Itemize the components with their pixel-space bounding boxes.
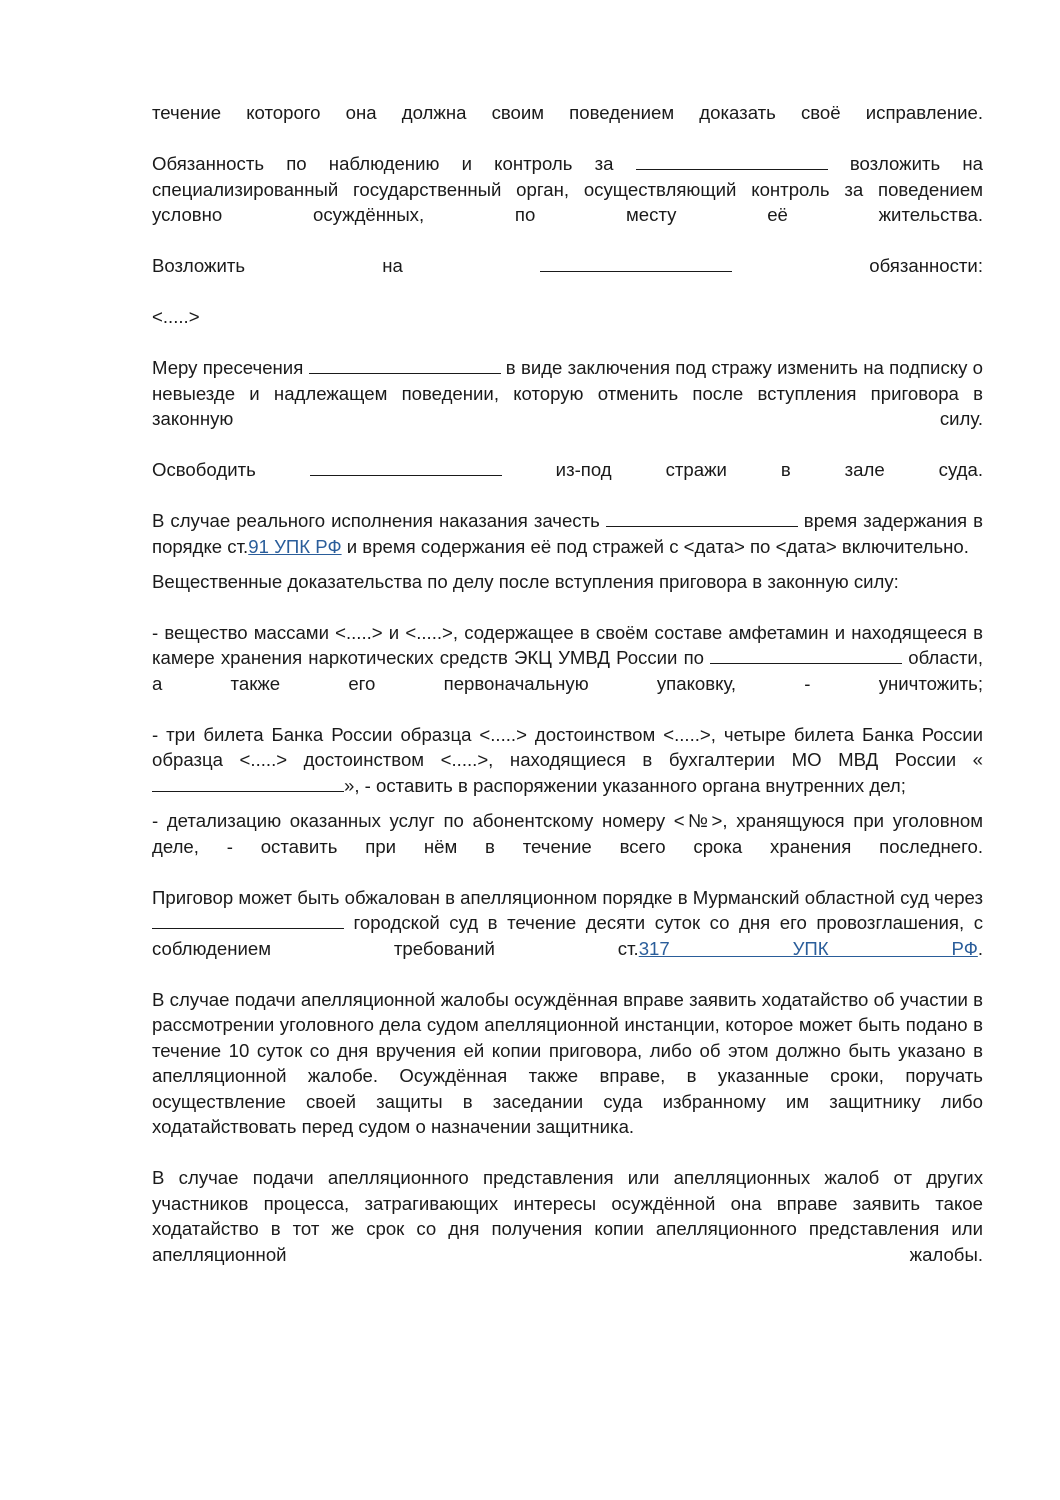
spacer bbox=[152, 605, 983, 615]
spacer bbox=[152, 126, 983, 152]
paragraph-text: время задержания в порядке ст. bbox=[152, 510, 983, 557]
paragraph-evidence-substance bbox=[152, 620, 983, 697]
paragraph-probation bbox=[152, 100, 983, 126]
paragraph-text: », - оставить в распоряжении указанного органа внутренних дел; bbox=[344, 774, 906, 796]
paragraph-appeal-participation bbox=[152, 987, 983, 1140]
paragraph-text: Возложить на bbox=[152, 255, 541, 276]
paragraph-text: из-под стражи в зале суда. bbox=[501, 459, 983, 480]
spacer bbox=[152, 330, 983, 356]
paragraph-text: в виде заключения под стражу изменить на подписку о невыезде и надлежащем поведении, которую отменить после вступления приговора в законную силу. bbox=[152, 357, 983, 429]
spacer bbox=[152, 432, 983, 458]
paragraph-evidence-banknotes bbox=[152, 722, 983, 799]
paragraph-text: области, а также его первоначальную упаковку, - уничтожить; bbox=[152, 647, 983, 694]
spacer bbox=[152, 696, 983, 722]
blank-field-name bbox=[310, 459, 502, 476]
blank-field-region bbox=[710, 647, 902, 664]
paragraph-text: - детализацию оказанных услуг по абонентскому номеру <№>, хранящуюся при уголовном деле, - оставить при нём в течение всего срока хранения последнего. bbox=[152, 810, 983, 857]
spacer bbox=[152, 483, 983, 509]
spacer bbox=[152, 228, 983, 254]
blank-field-name bbox=[606, 510, 798, 527]
paragraph-duties bbox=[152, 253, 983, 279]
paragraph-placeholder bbox=[152, 304, 983, 330]
paragraph-appeal bbox=[152, 885, 983, 962]
blank-field-court bbox=[152, 912, 344, 929]
paragraph-text: В случае реального исполнения наказания зачесть bbox=[152, 510, 606, 531]
paragraph-text: и время содержания её под стражей с <дата> по <дата> включительно. bbox=[341, 535, 969, 557]
paragraph-text: - три билета Банка России образца <.....> достоинством <.....>, четыре билета Банка России образца <.....> достоинством <.....>, находящиеся в бухгалтерии МО МВД России « bbox=[152, 723, 983, 770]
paragraph-credit-time bbox=[152, 508, 983, 559]
blank-field-name bbox=[636, 153, 828, 170]
spacer bbox=[152, 279, 983, 305]
spacer bbox=[152, 798, 983, 808]
paragraph-text: Вещественные доказательства по делу после вступления приговора в законную силу: bbox=[152, 571, 899, 592]
paragraph-text: течение которого она должна своим поведением доказать своё исправление. bbox=[152, 102, 983, 123]
link-article-91[interactable]: 91 УПК РФ bbox=[248, 535, 342, 557]
paragraph-text: . bbox=[977, 937, 983, 959]
paragraph-evidence-call-details bbox=[152, 808, 983, 859]
link-article-317[interactable]: 317 УПК РФ bbox=[638, 937, 978, 959]
paragraph-text: Освободить bbox=[152, 459, 310, 480]
paragraph-evidence-heading bbox=[152, 569, 983, 595]
paragraph-release bbox=[152, 457, 983, 483]
paragraph-other-appeals bbox=[152, 1165, 983, 1267]
paragraph-supervision bbox=[152, 151, 983, 228]
paragraph-text: городской суд в течение десяти суток со дня его провозглашения, с соблюдением требований ст. bbox=[152, 912, 983, 959]
paragraph-text: <.....> bbox=[152, 306, 200, 327]
blank-field-name bbox=[309, 357, 501, 374]
spacer bbox=[152, 961, 983, 987]
paragraph-text: Обязанность по наблюдению и контроль за bbox=[152, 153, 636, 174]
paragraph-text: возложить на специализированный государственный орган, осуществляющий контроль за поведением условно осуждённых, по месту её жительства. bbox=[152, 153, 983, 225]
spacer bbox=[152, 595, 983, 605]
spacer bbox=[152, 859, 983, 885]
spacer bbox=[152, 559, 983, 569]
blank-field-name bbox=[540, 255, 732, 272]
paragraph-text: - вещество массами <.....> и <.....>, содержащее в своём составе амфетамин и находящееся в камере хранения наркотических средств ЭКЦ УМВД России по bbox=[152, 621, 983, 668]
paragraph-preventive-measure bbox=[152, 355, 983, 432]
spacer bbox=[152, 1140, 983, 1166]
paragraph-text: Приговор может быть обжалован в апелляционном порядке в Мурманский областной суд через bbox=[152, 886, 983, 908]
blank-field-department bbox=[152, 775, 344, 792]
paragraph-text: В случае подачи апелляционной жалобы осуждённая вправе заявить ходатайство об участии в рассмотрении уголовного дела судом апелляционной инстанции, которое может быть подано в течение 10 суток со дня вручения ей копии приговора, либо об этом должно быть указано в апелляционной жалобе. Осуждённая также вправе, в указанные сроки, поручать осуществление своей защиты в заседании суда избранному им защитнику либо ходатайствовать перед судом о назначении защитника. bbox=[152, 988, 983, 1137]
paragraph-text: обязанности: bbox=[732, 255, 983, 276]
paragraph-text: В случае подачи апелляционного представления или апелляционных жалоб от других участников процесса, затрагивающих интересы осуждённой она вправе заявить такое ходатайство в тот же срок со дня получения копии апелляционного представления или апелляционной жалобы. bbox=[152, 1167, 983, 1265]
document-page bbox=[152, 100, 983, 1267]
paragraph-text: Меру пресечения bbox=[152, 357, 309, 378]
